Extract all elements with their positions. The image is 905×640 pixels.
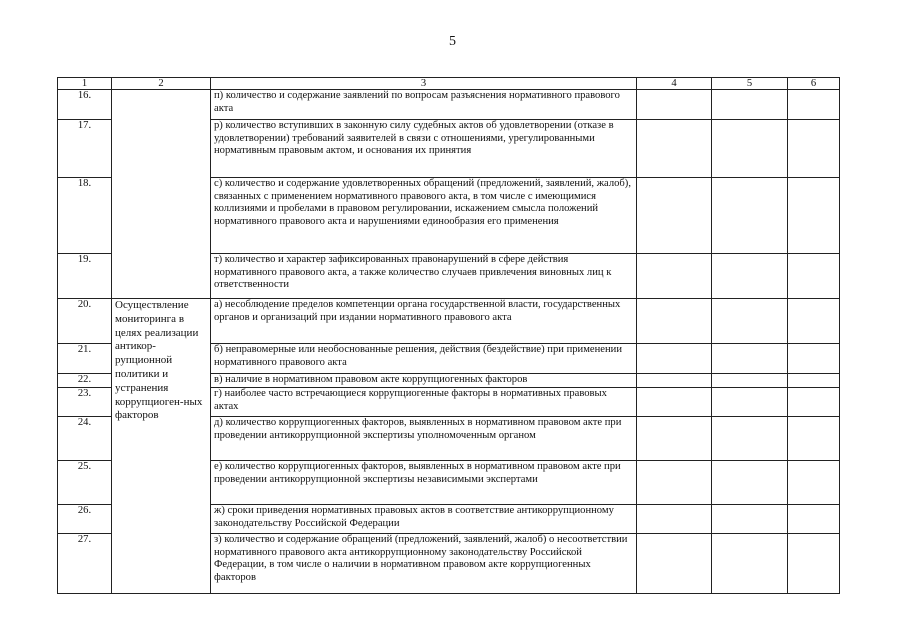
empty-cell	[637, 299, 712, 344]
row-number: 22.	[58, 374, 112, 388]
group-label: Осуществление мониторинга в целях реализации антикор-рупционной политики и устранения коррупциоген-ных факторов	[112, 299, 211, 594]
empty-cell	[637, 534, 712, 594]
empty-cell	[712, 461, 788, 505]
empty-cell	[637, 120, 712, 178]
row-number: 23.	[58, 388, 112, 417]
empty-cell	[788, 388, 840, 417]
empty-cell	[788, 344, 840, 374]
empty-cell	[712, 505, 788, 534]
empty-cell	[712, 90, 788, 120]
row-text: з) количество и содержание обращений (предложений, заявлений, жалоб) о несоответствии нормативного правового акта антикоррупционному законодательству Российской Федерации, в том числе о наличии в нормативном правовом акте коррупциогенных факторов	[211, 534, 637, 594]
empty-cell	[637, 417, 712, 461]
row-number: 21.	[58, 344, 112, 374]
empty-cell	[788, 461, 840, 505]
row-text: д) количество коррупциогенных факторов, выявленных в нормативном правовом акте при проведении антикоррупционной экспертизы уполномоченным органом	[211, 417, 637, 461]
row-number: 20.	[58, 299, 112, 344]
column-header: 4	[637, 78, 712, 90]
empty-cell	[712, 254, 788, 299]
empty-cell	[788, 417, 840, 461]
empty-cell	[712, 344, 788, 374]
empty-cell	[637, 254, 712, 299]
row-number: 24.	[58, 417, 112, 461]
column-header: 3	[211, 78, 637, 90]
row-text: ж) сроки приведения нормативных правовых актов в соответствие антикоррупционному законодательству Российской Федерации	[211, 505, 637, 534]
monitoring-table	[57, 77, 840, 594]
empty-cell	[637, 374, 712, 388]
empty-cell	[788, 178, 840, 254]
empty-cell	[637, 178, 712, 254]
row-text: р) количество вступивших в законную силу судебных актов об удовлетворении (отказе в удовлетворении) требований заявителей в связи с отношениями, урегулированными нормативным правовым актом, и основания их принятия	[211, 120, 637, 178]
row-text: п) количество и содержание заявлений по вопросам разъяснения нормативного правового акта	[211, 90, 637, 120]
empty-cell	[712, 388, 788, 417]
table-row	[58, 299, 840, 344]
empty-cell	[712, 299, 788, 344]
empty-cell	[637, 344, 712, 374]
row-text: т) количество и характер зафиксированных правонарушений в сфере действия нормативного правового акта, а также количество случаев привлечения виновных лиц к ответственности	[211, 254, 637, 299]
empty-cell	[712, 178, 788, 254]
column-header: 1	[58, 78, 112, 90]
empty-cell	[637, 388, 712, 417]
empty-cell	[637, 505, 712, 534]
empty-cell	[788, 120, 840, 178]
row-text: с) количество и содержание удовлетворенных обращений (предложений, заявлений, жалоб), связанных с применением нормативного правового акта, в том числе с имеющимися коллизиями и пробелами в правовом регулировании, искажением смысла положений нормативного правового акта и нарушениями единообразия его применения	[211, 178, 637, 254]
empty-cell	[712, 120, 788, 178]
empty-cell	[788, 374, 840, 388]
column-header: 5	[712, 78, 788, 90]
empty-cell	[637, 461, 712, 505]
empty-cell	[788, 254, 840, 299]
row-text: е) количество коррупциогенных факторов, выявленных в нормативном правовом акте при проведении антикоррупционной экспертизы независимыми экспертами	[211, 461, 637, 505]
row-text: а) несоблюдение пределов компетенции органа государственной власти, государственных органов и организаций при издании нормативного правового акта	[211, 299, 637, 344]
table-row	[58, 90, 840, 120]
row-text: в) наличие в нормативном правовом акте коррупциогенных факторов	[211, 374, 637, 388]
row-number: 19.	[58, 254, 112, 299]
page-number: 5	[449, 34, 456, 49]
row-text: б) неправомерные или необоснованные решения, действия (бездействие) при применении нормативного правового акта	[211, 344, 637, 374]
row-number: 16.	[58, 90, 112, 120]
empty-cell	[712, 534, 788, 594]
column-header: 2	[112, 78, 211, 90]
empty-cell	[788, 90, 840, 120]
row-number: 27.	[58, 534, 112, 594]
table-header-row	[58, 78, 840, 90]
row-number: 17.	[58, 120, 112, 178]
row-text: г) наиболее часто встречающиеся коррупциогенные факторы в нормативных правовых актах	[211, 388, 637, 417]
empty-cell	[788, 534, 840, 594]
column-header: 6	[788, 78, 840, 90]
empty-cell	[637, 90, 712, 120]
empty-cell	[712, 417, 788, 461]
empty-cell	[788, 299, 840, 344]
row-number: 18.	[58, 178, 112, 254]
empty-cell	[788, 505, 840, 534]
row-number: 26.	[58, 505, 112, 534]
row-number: 25.	[58, 461, 112, 505]
group-cell-empty	[112, 90, 211, 299]
empty-cell	[712, 374, 788, 388]
